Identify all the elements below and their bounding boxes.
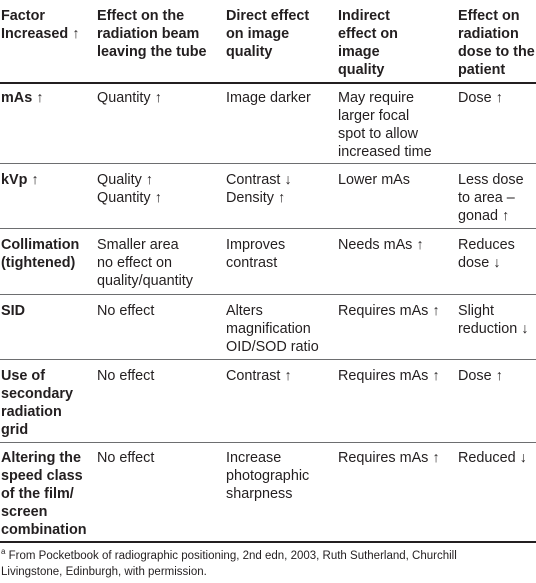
row-beam-effect: Quantity ↑ bbox=[97, 90, 162, 106]
header-factor: Factor Increased ↑ bbox=[1, 8, 80, 42]
row-dose-effect: Slight reduction ↓ bbox=[458, 303, 529, 337]
header-direct-effect: Direct effect on image quality bbox=[226, 8, 310, 60]
row-dose-effect: Less dose to area – gonad ↑ bbox=[458, 172, 524, 224]
row-indirect-effect: Requires mAs ↑ bbox=[338, 303, 440, 319]
row-indirect-effect: Requires mAs ↑ bbox=[338, 368, 440, 384]
header-beam-effect: Effect on the radiation beam leaving the tube bbox=[97, 8, 207, 60]
row-factor: kVp ↑ bbox=[1, 172, 39, 188]
row-direct-effect: Image darker bbox=[226, 90, 311, 106]
row-direct-effect: Improves contrast bbox=[226, 237, 286, 271]
row-factor: Use of secondary radiation grid bbox=[1, 368, 73, 438]
row-beam-effect: No effect bbox=[97, 303, 155, 319]
row-indirect-effect: Requires mAs ↑ bbox=[338, 450, 440, 466]
header-divider bbox=[0, 82, 536, 84]
footnote-marker: a bbox=[1, 547, 6, 557]
table-bottom-rule bbox=[0, 541, 536, 543]
row-dose-effect: Dose ↑ bbox=[458, 90, 503, 106]
row-dose-effect: Dose ↑ bbox=[458, 368, 503, 384]
row-indirect-effect: May require larger focal spot to allow increased time bbox=[338, 90, 432, 160]
footnote bbox=[1, 548, 536, 580]
row-direct-effect: Contrast ↓ Density ↑ bbox=[226, 172, 292, 206]
row-beam-effect: No effect bbox=[97, 450, 155, 466]
row-divider bbox=[0, 442, 536, 443]
row-divider bbox=[0, 228, 536, 229]
header-dose-effect: Effect on radiation dose to the patient bbox=[458, 8, 535, 78]
row-indirect-effect: Needs mAs ↑ bbox=[338, 237, 424, 253]
row-dose-effect: Reduces dose ↓ bbox=[458, 237, 515, 271]
row-indirect-effect: Lower mAs bbox=[338, 172, 410, 188]
row-divider bbox=[0, 294, 536, 295]
row-dose-effect: Reduced ↓ bbox=[458, 450, 527, 466]
row-beam-effect: Quality ↑ Quantity ↑ bbox=[97, 172, 162, 206]
row-direct-effect: Increase photographic sharpness bbox=[226, 450, 310, 502]
footnote-text: From Pocketbook of radiographic positioning, 2nd edn, 2003, Ruth Sutherland, Churchill Livingstone, Edinburgh, with permission. bbox=[1, 550, 457, 578]
row-divider bbox=[0, 163, 536, 164]
row-beam-effect: Smaller area no effect on quality/quantity bbox=[97, 237, 193, 289]
row-factor: mAs ↑ bbox=[1, 90, 44, 106]
row-factor: SID bbox=[1, 303, 25, 319]
row-factor: Collimation (tightened) bbox=[1, 237, 80, 271]
row-factor: Altering the speed class of the film/ screen combination bbox=[1, 450, 87, 538]
row-direct-effect: Contrast ↑ bbox=[226, 368, 292, 384]
header-indirect-effect: Indirect effect on image quality bbox=[338, 8, 398, 78]
row-direct-effect: Alters magnification OID/SOD ratio bbox=[226, 303, 319, 355]
row-beam-effect: No effect bbox=[97, 368, 155, 384]
row-divider bbox=[0, 359, 536, 360]
